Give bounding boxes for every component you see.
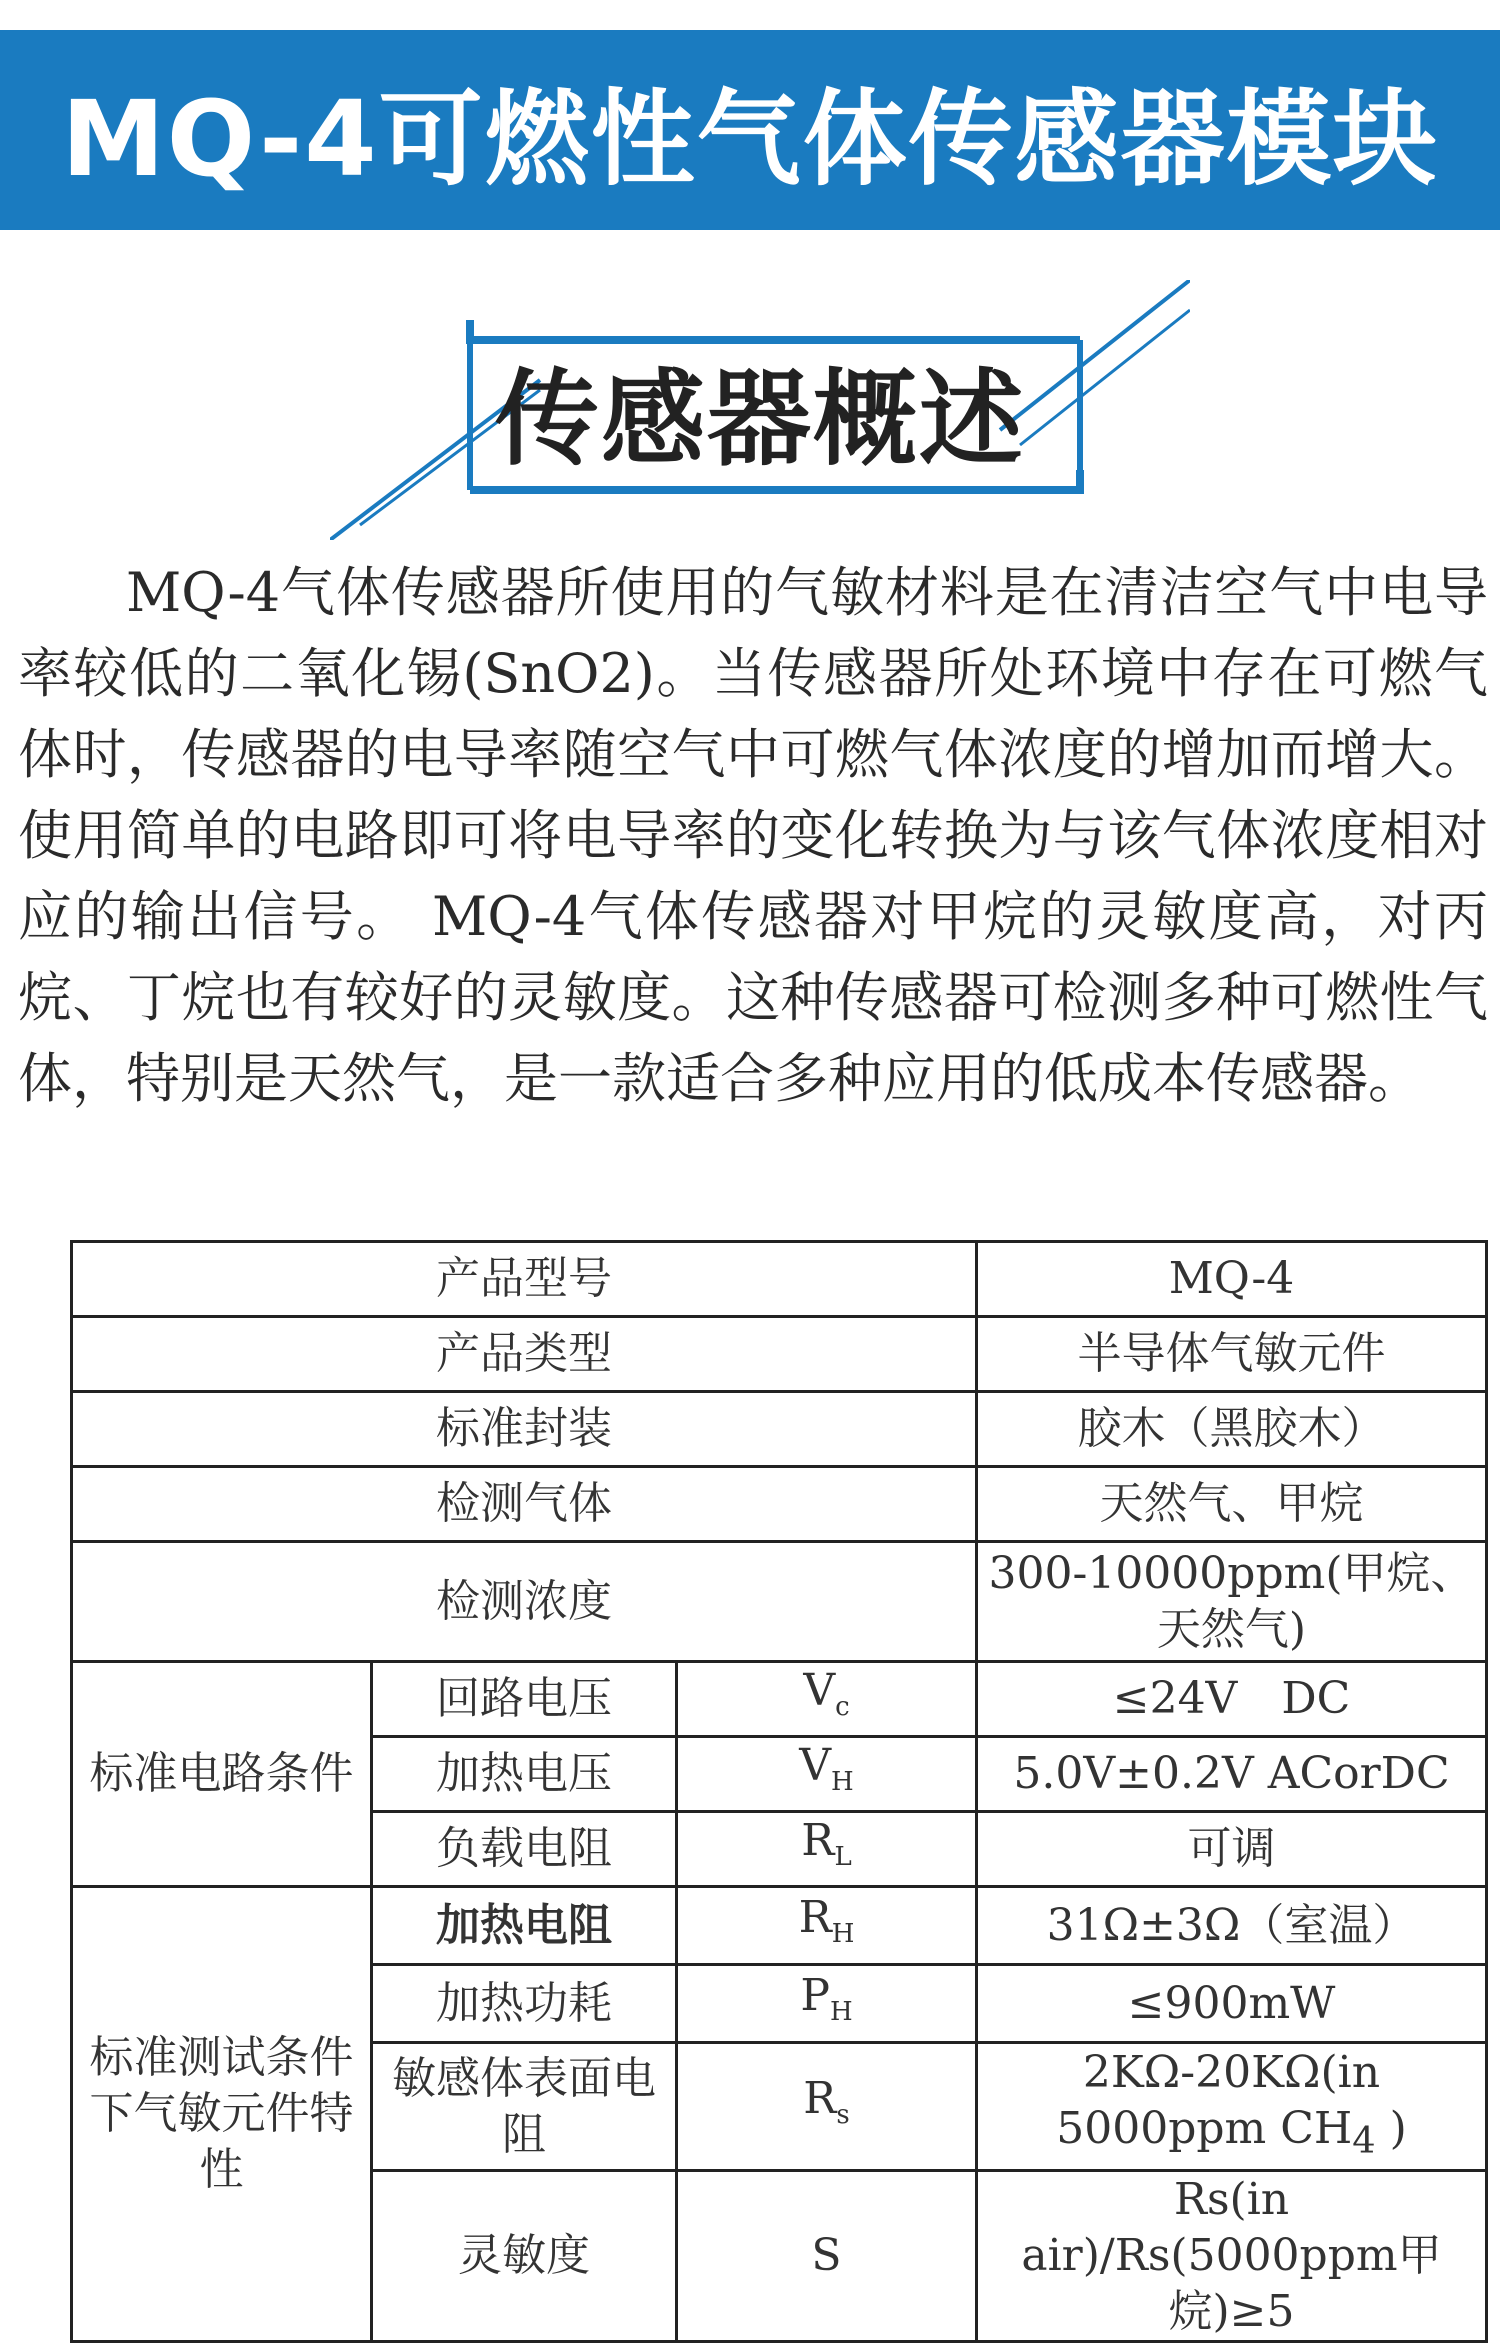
intro-paragraph: MQ-4气体传感器所使用的气敏材料是在清洁空气中电导率较低的二氧化锡(SnO2)。当传感器所处环境中存在可燃气体时，传感器的电导率随空气中可燃气体浓度的增加而增大。使用简单的电路即可将电导率的变化转换为与该气体浓度相对应的输出信号。 MQ-4气体传感器对甲烷的灵敏度高，对丙烷、丁烷也有较好的灵敏度。这种传感器可检测多种可燃性气体，特别是天然气，是一款适合多种应用的低成本传感器。 [18,561,1488,1110]
symbol-cell [677,1737,977,1812]
table-row [72,1242,1487,1317]
symbol-cell [677,2043,977,2171]
group-label: 标准电路条件 [72,1662,372,1887]
symbol: R [801,1815,835,1867]
spec-value: 半导体气敏元件 [977,1317,1487,1392]
spec-label: 产品型号 [72,1242,977,1317]
symbol: P [800,1969,830,2021]
spec-value: ≤900mW [977,1965,1487,2043]
table-row [72,1467,1487,1542]
spec-label: 灵敏度 [372,2171,677,2342]
symbol: S [677,2171,977,2342]
table-row [72,1662,1487,1737]
spec-value: 胶木（黑胶木） [977,1392,1487,1467]
spec-value: 300-10000ppm(甲烷、天然气) [977,1542,1487,1662]
spec-label: 检测气体 [72,1467,977,1542]
spec-value [977,2043,1487,2171]
spec-label: 回路电压 [372,1662,677,1737]
spec-label: 敏感体表面电阻 [372,2043,677,2171]
symbol: V [799,1740,832,1792]
spec-label: 负载电阻 [372,1812,677,1887]
table-row [72,1542,1487,1662]
spec-value: 5.0V±0.2V ACorDC [977,1737,1487,1812]
section-heading-text: 传感器概述 [494,358,1025,480]
spec-table [70,1240,1488,2343]
symbol-cell [677,1965,977,2043]
symbol-subscript: H [829,1996,853,2027]
symbol-subscript: s [836,2099,850,2130]
spec-label: 产品类型 [72,1317,977,1392]
symbol: R [798,1891,832,1943]
spec-value: MQ-4 [977,1242,1487,1317]
spec-value: ≤24V DC [977,1662,1487,1737]
spec-value: Rs(in air)/Rs(5000ppm甲烷)≥5 [977,2171,1487,2342]
symbol-cell [677,1812,977,1887]
value-subscript: 4 [1352,2118,1376,2162]
spec-label: 加热电阻 [372,1887,677,1965]
table-row [72,1392,1487,1467]
table-row [72,1317,1487,1392]
spec-value: 可调 [977,1812,1487,1887]
page-title: MQ-4可燃性气体传感器模块 [61,78,1439,200]
group-label: 标准测试条件下气敏元件特性 [72,1887,372,2342]
spec-label: 标准封装 [72,1392,977,1467]
symbol-cell [677,1662,977,1737]
title-banner [0,30,1500,230]
spec-label: 加热功耗 [372,1965,677,2043]
symbol-subscript: H [831,1918,855,1949]
symbol-cell [677,1887,977,1965]
symbol: R [803,2072,837,2124]
spec-label: 检测浓度 [72,1542,977,1662]
symbol-subscript: L [834,1841,852,1872]
symbol-subscript: c [835,1691,850,1722]
table-row [72,1887,1487,1965]
value-text-end: ) [1375,2102,1407,2154]
value-text: 2KΩ-20KΩ(in 5000ppm CH [1056,2046,1381,2154]
spec-value: 天然气、甲烷 [977,1467,1487,1542]
symbol-subscript: H [831,1766,854,1797]
spec-label: 加热电压 [372,1737,677,1812]
section-heading [330,280,1190,540]
symbol: V [803,1665,836,1717]
spec-value: 31Ω±3Ω（室温） [977,1887,1487,1965]
